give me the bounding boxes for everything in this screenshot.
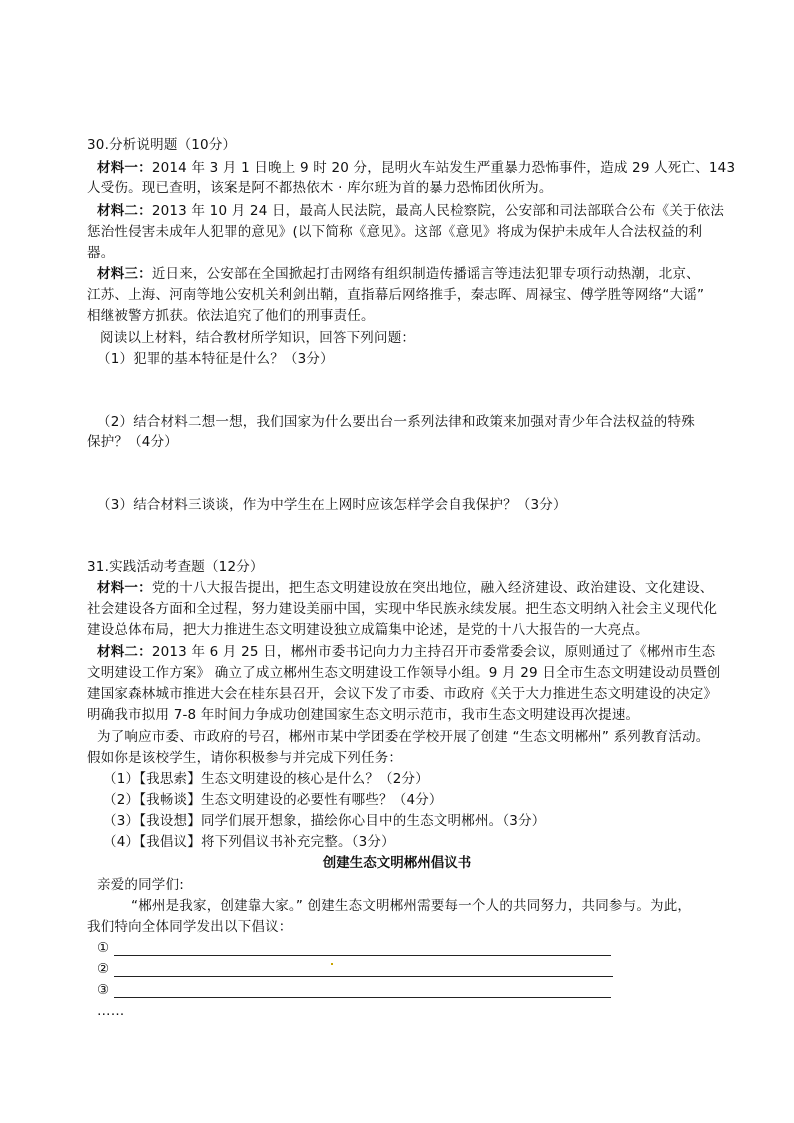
q31-material-2-line-2: 文明建设工作方案》 确立了成立郴州生态文明建设工作领导小组。9 月 29 日全市生态文明建设动员暨创 bbox=[87, 665, 721, 681]
q31-heading: 31.实践活动考查题（12分） bbox=[87, 559, 264, 575]
q30-material-1-line-1 bbox=[97, 158, 735, 178]
proposal-item-2-marker: ② bbox=[97, 961, 110, 977]
q31-task-4: （4）【我倡议】将下列倡议书补充完整。（3分） bbox=[103, 834, 395, 850]
q30-material-2-line-3: 器。 bbox=[87, 245, 115, 261]
q31-material-1-text: 党的十八大报告提出，把生态文明建设放在突出地位，融入经济建设、政治建设、文化建设、 bbox=[151, 580, 714, 596]
q30-heading: 30.分析说明题（10分） bbox=[87, 137, 237, 153]
proposal-ellipsis: …… bbox=[97, 1003, 125, 1019]
q31-material-1-label: 材料一： bbox=[97, 580, 152, 596]
q30-material-2-line-1 bbox=[97, 201, 724, 221]
q30-sub-question-2-line-2: 保护？（4分） bbox=[87, 434, 178, 450]
q31-task-3: （3）【我设想】同学们展开想象，描绘你心目中的生态文明郴州。（3分） bbox=[103, 813, 546, 829]
q30-material-1-label: 材料一： bbox=[97, 160, 152, 176]
q31-material-1-line-2: 社会建设各方面和全过程，努力建设美丽中国，实现中华民族永续发展。把生态文明纳入社会主义现代化 bbox=[87, 601, 718, 617]
q31-material-2-label: 材料二： bbox=[97, 644, 152, 660]
q30-material-1-line-2: 人受伤。现已查明，该案是阿不都热依木 · 库尔班为首的暴力恐怖团伙所为。 bbox=[87, 180, 553, 196]
q30-prompt: 阅读以上材料，结合教材所学知识，回答下列问题： bbox=[100, 330, 416, 346]
q30-material-3-line-2: 江苏、上海、河南等地公安机关利剑出鞘，直指幕后网络推手，秦志晖、周禄宝、傅学胜等网络“大谣” bbox=[87, 287, 705, 303]
q30-sub-question-2-line-1: （2）结合材料二想一想，我们国家为什么要出台一系列法律和政策来加强对青少年合法权益的特殊 bbox=[97, 414, 695, 430]
proposal-item-2-answer-line[interactable] bbox=[114, 976, 613, 977]
q30-material-1-text: 2014 年 3 月 1 日晚上 9 时 20 分，昆明火车站发生严重暴力恐怖事件，造成 29 人死亡、143 bbox=[151, 160, 736, 176]
proposal-body-line-2: 我们特向全体同学发出以下倡议： bbox=[87, 919, 293, 935]
q30-material-2-line-2: 惩治性侵害未成年人犯罪的意见》(以下简称《意见》。这部《意见》将成为保护未成年人合法权益的利 bbox=[87, 224, 703, 240]
q31-material-2-line-4: 明确我市拟用 7-8 年时间力争成功创建国家生态文明示范市，我市生态文明建设再次提速。 bbox=[87, 707, 640, 723]
q30-sub-question-1: （1）犯罪的基本特征是什么？（3分） bbox=[97, 351, 334, 367]
proposal-item-1-answer-line[interactable] bbox=[114, 955, 611, 956]
proposal-item-3-marker: ③ bbox=[97, 982, 110, 998]
q30-material-3-line-3: 相继被警方抓获。依法追究了他们的刑事责任。 bbox=[87, 308, 375, 324]
proposal-item-1-marker: ① bbox=[97, 940, 110, 956]
q31-material-2-line-1 bbox=[97, 642, 715, 662]
proposal-greeting: 亲爱的同学们: bbox=[97, 877, 184, 893]
q31-intro-line-2: 假如你是该校学生，请你积极参与并完成下列任务： bbox=[87, 750, 403, 766]
q30-material-2-text: 2013 年 10 月 24 日，最高人民法院，最高人民检察院，公安部和司法部联合公布《关于依法 bbox=[151, 203, 725, 219]
q31-material-1-line-1 bbox=[97, 578, 714, 598]
q31-task-1: （1）【我思索】生态文明建设的核心是什么？（2分） bbox=[103, 771, 429, 787]
q31-task-2: （2）【我畅谈】生态文明建设的必要性有哪些？（4分） bbox=[103, 792, 443, 808]
q31-material-1-line-3: 建设总体布局，把大力推进生态文明建设独立成篇集中论述，是党的十八大报告的一大亮点。 bbox=[87, 622, 649, 638]
q30-sub-question-3: （3）结合材料三谈谈，作为中学生在上网时应该怎样学会自我保护？（3分） bbox=[97, 497, 567, 513]
q31-intro-line-1: 为了响应市委、市政府的号召，郴州市某中学团委在学校开展了创建 “生态文明郴州” 系列教育活动。 bbox=[97, 729, 710, 745]
q31-material-2-line-3: 建国家森林城市推进大会在桂东县召开，会议下发了市委、市政府《关于大力推进生态文明建设的决定》 bbox=[87, 686, 718, 702]
proposal-body-line-1: “郴州是我家，创建靠大家。” 创建生态文明郴州需要每一个人的共同努力，共同参与。为此， bbox=[131, 898, 692, 914]
q31-material-2-text: 2013 年 6 月 25 日，郴州市委书记向力力主持召开市委常委会议，原则通过了《郴州市生态 bbox=[151, 644, 716, 660]
q30-material-3-line-1 bbox=[97, 264, 700, 284]
q30-material-3-text: 近日来，公安部在全国掀起打击网络有组织制造传播谣言等违法犯罪专项行动热潮，北京、 bbox=[151, 266, 700, 282]
q30-material-3-label: 材料三： bbox=[97, 266, 152, 282]
proposal-title: 创建生态文明郴州倡议书 bbox=[322, 855, 472, 871]
proposal-item-3-answer-line[interactable] bbox=[114, 997, 611, 998]
stray-dot bbox=[331, 963, 333, 965]
q30-material-2-label: 材料二： bbox=[97, 203, 152, 219]
